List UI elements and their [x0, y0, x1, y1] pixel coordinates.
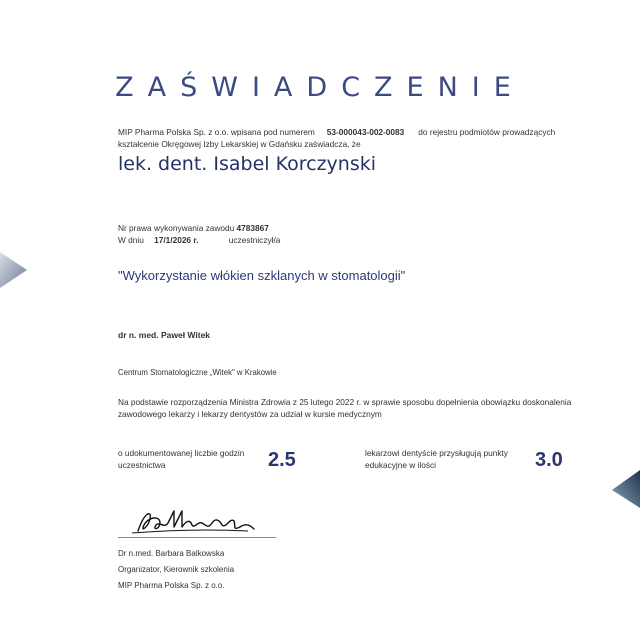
company-suffix: do rejestru podmiotów prowadzących kształcenie Okręgowej Izby Lekarskiej w Gdańsku zaświadcza, że — [118, 127, 556, 149]
license-number: 4783867 — [236, 223, 269, 233]
left-decorative-triangle — [0, 250, 30, 290]
hours-label: o udokumentowanej liczbie godzin uczestnictwa — [118, 448, 245, 470]
legal-basis-text: Na podstawie rozporządzenia Ministra Zdrowia z 25 lutego 2022 r. w sprawie sposobu dopełnienia obowiązku doskonalenia zawodowego lekarzy i lekarzy dentystów za udział w kursie medycznym — [118, 397, 572, 419]
handwritten-signature — [130, 503, 260, 539]
license-block — [118, 222, 518, 246]
participated-label: uczestniczył/a — [228, 235, 281, 245]
intro-paragraph — [118, 126, 588, 150]
course-date: 17/1/2026 r. — [154, 235, 199, 245]
signatory-block — [118, 546, 234, 594]
registry-number: 53-000043-002-0083 — [326, 127, 405, 137]
signatory-company: MIP Pharma Polska Sp. z o.o. — [118, 581, 225, 590]
signatory-role: Organizator, Kierownik szkolenia — [118, 565, 235, 574]
signatory-name: Dr n.med. Barbara Balkowska — [118, 549, 225, 558]
course-title: "Wykorzystanie włókien szklanych w stomatologii" — [118, 268, 406, 283]
hours-value: 2.5 — [268, 449, 296, 471]
lecturer-name: dr n. med. Paweł Witek — [118, 330, 211, 340]
recipient-name: lek. dent. Isabel Korczynski — [118, 153, 377, 175]
training-center: Centrum Stomatologiczne „Witek" w Krakowie — [118, 368, 277, 377]
points-label: lekarzowi dentyście przysługują punkty edukacyjne w ilości — [365, 448, 508, 470]
company-prefix: MIP Pharma Polska Sp. z o.o. wpisana pod numerem — [118, 127, 315, 137]
certificate-title: ZAŚWIADCZENIE — [115, 72, 525, 103]
signature-line — [118, 537, 276, 538]
license-label: Nr prawa wykonywania zawodu — [118, 223, 235, 233]
right-decorative-triangle — [612, 470, 640, 510]
points-value: 3.0 — [535, 449, 563, 471]
date-label: W dniu — [118, 235, 144, 245]
